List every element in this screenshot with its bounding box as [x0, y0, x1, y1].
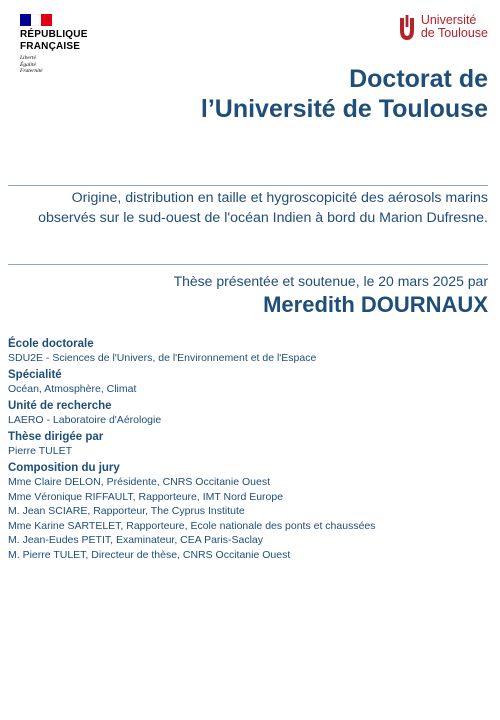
university-emblem-icon [397, 15, 417, 43]
jury-member: Mme Claire DELON, Présidente, CNRS Occitanie Ouest [8, 476, 271, 488]
thesis-info [8, 337, 488, 566]
section-ecole-doctorale [8, 337, 488, 365]
section-line: LAERO - Laboratoire d'Aérologie [8, 414, 162, 426]
section-line: Pierre TULET [8, 445, 72, 457]
section-directeur [8, 430, 488, 458]
university-name: Université de Toulouse [420, 13, 488, 40]
section-jury [8, 461, 488, 563]
section-line: Océan, Atmosphère, Climat [8, 383, 137, 395]
defense-statement: Thèse présentée et soutenue, le 20 mars 2025 par [173, 273, 488, 289]
doctorat-heading: Doctorat de l’Université de Toulouse [200, 65, 488, 123]
section-heading: Spécialité [8, 369, 62, 381]
divider-top [8, 185, 488, 186]
jury-member: Mme Véronique RIFFAULT, Rapporteure, IMT Nord Europe [8, 490, 284, 503]
section-heading: Thèse dirigée par [8, 431, 104, 443]
section-line: SDU2E - Sciences de l'Univers, de l'Environnement et de l'Espace [8, 352, 317, 364]
universite-toulouse-logo [397, 14, 488, 43]
republique-motto: Liberté Égalité Fraternité [20, 55, 43, 74]
jury-member: M. Jean-Eudes PETIT, Examinateur, CEA Paris-Saclay [8, 534, 264, 547]
author-name: Meredith DOURNAUX [263, 292, 488, 317]
section-heading: Unité de recherche [8, 400, 112, 412]
jury-member: M. Jean SCIARE, Rapporteur, The Cyprus Institute [8, 505, 245, 518]
french-flag-icon [20, 14, 52, 26]
jury-member: Mme Karine SARTELET, Rapporteure, Ecole nationale des ponts et chaussées [8, 519, 376, 532]
section-heading: École doctorale [8, 338, 94, 350]
section-unite-recherche [8, 399, 488, 427]
divider-bottom [8, 264, 488, 265]
thesis-title: Origine, distribution en taille et hygroscopicité des aérosols marins observés sur le sud-ouest de l'océan Indien à bord du Marion Dufresne. [38, 190, 488, 226]
jury-member: M. Pierre TULET, Directeur de thèse, CNRS Occitanie Ouest [8, 548, 291, 561]
section-heading: Composition du jury [8, 462, 120, 474]
section-specialite [8, 368, 488, 396]
republique-name: RÉPUBLIQUE FRANÇAISE [20, 29, 88, 52]
